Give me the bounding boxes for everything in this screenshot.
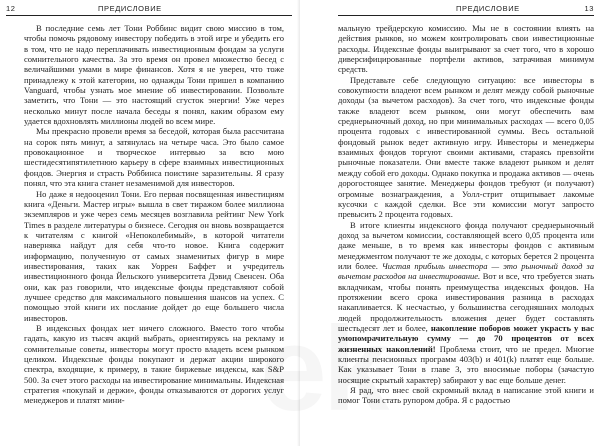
right-running-title: ПРЕДИСЛОВИЕ	[456, 4, 520, 13]
p3-bold-emphasis: накопление поборов может украсть у вас умопомрачительную сумму — до 70 процентов от всех жизненных накоплений!	[338, 322, 594, 354]
right-paragraph-1: мальную трейдерскую комиссию. Мы не в состоянии влиять на действия рынков, но можем контролировать свои инвестиционные расходы. Индексные фонды выигрывают за счет того, что в хорошо диверсифицированные портфели активов, затрачивая минимум средств.	[338, 23, 594, 75]
p3-text-a: В итоге клиенты индексного фонда получают среднерыночный доход за вычетом комиссии, составляющей всего 0,05 процента или даже меньше, в то время как инвесторы фондов с активным менеджментом получают те же доходы, с которых берется 2 процента или более.	[338, 219, 594, 271]
right-running-head	[338, 3, 594, 15]
right-paragraph-2: Представьте себе следующую ситуацию: все инвесторы в совокупности владеют всем рынком и делят между собой рыночные доходы (за вычетом расходов). За счет того, что индексные фонды также владеют всем рынком, они могут обеспечить вам среднерыночный доход, но при минимальных расходах — всего 0,05 процента годовых с инвестированной суммы. Весь остальной фондовый рынок ведет активную игру. Инвесторы и менеджеры взаимных фондов торгуют своими активами, стараясь превзойти рыночные показатели. Они вместе также владеют рынком и делят между собой его доходы. Однако покупка и продажа активов — очень дорогостоящее занятие. Менеджеры фондов требуют (и получают) огромные вознаграждения, а Уолл-стрит отщипывает лакомые кусочки с каждой сделки. Все эти комиссии могут запросто превысить 2 процента годовых.	[338, 74, 594, 220]
p3-text-c: Проблема стоит, что не предел. Многие клиенты пенсионных программ 403(b) и 401(k) платят еще больше. Как указывает Тони в главе 3, это вносимые поборы (зачастую носящие скрытый характер) забирают у вас еще больше денег.	[338, 343, 595, 385]
right-paragraph-4: Я рад, что внес свой скромный вклад в написание этой книги и помог Тони стать рупором добра. Я с радостью	[338, 385, 594, 406]
left-paragraph-2: Мы прекрасно провели время за беседой, которая была рассчитана на сорок пять минут, а затянулась на четыре часа. Это было самое провокационное и творческое интервью за всю мою шестидесятипятилетнюю карьеру в сфере взаимных инвестиционных фондов. Энергия и страсть Роббинса поистине заразительны. Я сразу понял, что эта книга станет незаменимой для инвесторов.	[24, 126, 284, 189]
right-page-number: 13	[584, 4, 594, 13]
right-body-text	[338, 23, 594, 406]
right-header-rule	[338, 15, 594, 16]
left-paragraph-3: Но даже я недооценил Тони. Его первая посвященная инвестициям книга «Деньги. Мастер игры» вышла в свет тиражом более миллиона экземпляров и уже через семь месяцев возглавила рейтинг New York Times в разделе литературы о бизнесе. Сегодня он вновь возвращается к читателям с книгой «Непоколебимый», в которой читатели наверняка найдут для себя что-то новое. Книга содержит информацию, полученную от самых знаменитых фигур в мире инвестирования, таких как Уоррен Баффет и учредитель инвестиционного фонда Йельского университета Дэвид Свенсен. Оба они, как раз говорили, что индексные фонды представляют собой лучшее средство для максимального повышения шансов на успех. С помощью этой книги их послание дойдет до еще большего числа инвесторов.	[24, 188, 284, 323]
p3-text-b: Вот и все, что требуется знать вкладчикам, чтобы понять преимущества индексных фондов. На протяжении всего срока инвестирования разница в расходах накапливается. К несчастью, у большинства сегодняшних молодых людей продолжительность вложения денег будет составлять шестьдесят лет и более,	[338, 271, 595, 333]
left-header-rule	[6, 15, 292, 16]
left-paragraph-4: В индексных фондах нет ничего сложного. Вместо того чтобы гадать, какую из тысяч акций выбрать, ориентируясь на рекламу и сомнительные советы, инвесторы могут просто владеть всем рынком целиком. Индексные фонды покупают и держат акции широкого спектра, входящие, к примеру, в такие биржевые индексы, как S&P 500. За счет этого расходы на инвестирование минимальны. Индексная стратегия «покупай и держи», фонды отказываются от дорогих услуг менеджеров и платят мини-	[24, 322, 284, 406]
left-page-number: 12	[6, 4, 16, 13]
p3-italic-emphasis: Чистая прибыль инвестора — это рыночный доход за вычетом расходов на инвестирование.	[338, 260, 595, 282]
left-running-title: ПРЕДИСЛОВИЕ	[98, 4, 162, 13]
left-body-text	[24, 23, 284, 406]
right-paragraph-3	[338, 220, 594, 386]
right-page	[300, 0, 600, 446]
left-running-head	[6, 3, 292, 15]
left-paragraph-1: В последние семь лет Тони Роббинс видит свою миссию в том, чтобы помочь рядовому инвестору победить в этой игре и убедить его в том, что не надо переплачивать инвестиционным фондам за услуги сомнительного качества. За это время он провел множество бесед с величайшими умами в мире финансов. Хотя я не уверен, что тоже принадлежу к этой категории, но однажды Тони пришел в компанию Vanguard, чтобы узнать мое мнение об инвестировании. Позвольте заметить, что Тони — это настоящий сгусток энергии! Уже через несколько минут после начала беседы я понял, каким образом ему удается вдохновлять миллионы людей во всем мире.	[24, 23, 284, 127]
